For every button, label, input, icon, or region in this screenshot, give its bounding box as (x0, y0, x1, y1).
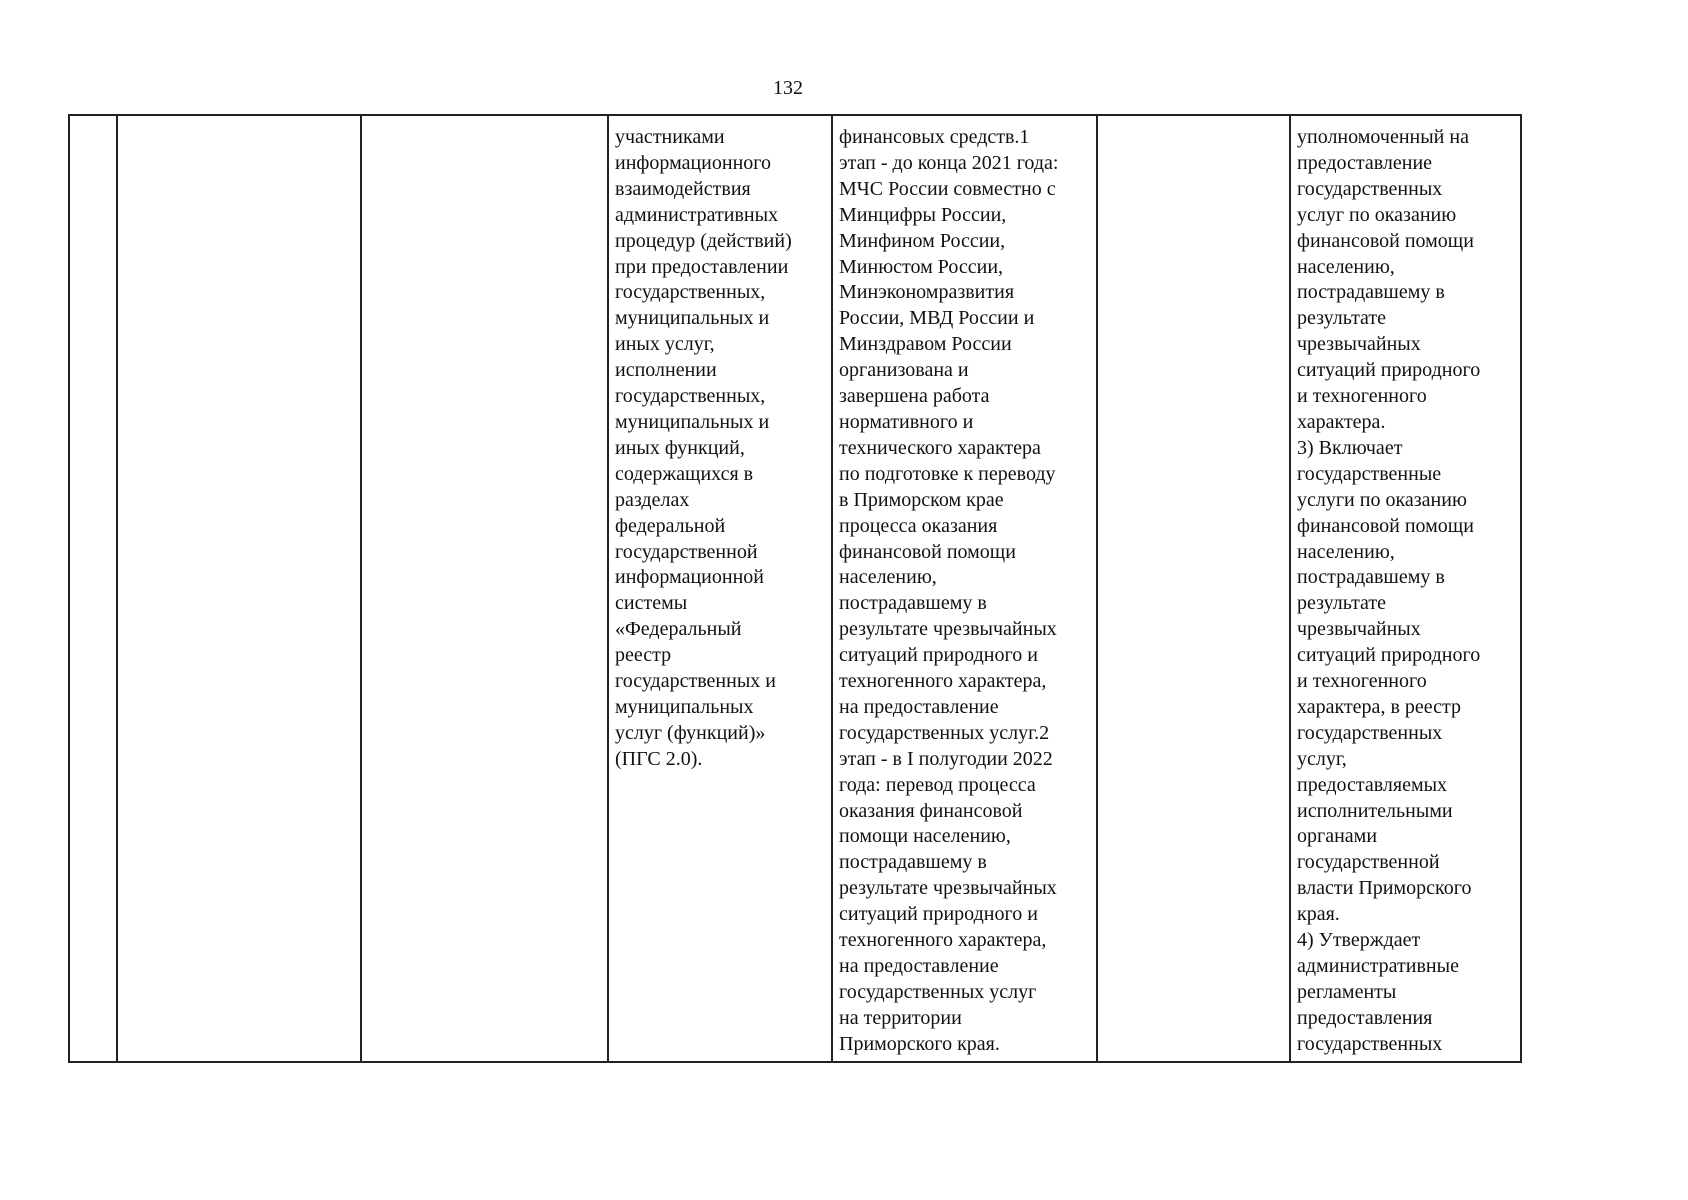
table-row (69, 115, 1521, 1062)
table-cell-col-1 (69, 115, 117, 1062)
table-cell-col-6 (1097, 115, 1290, 1062)
page-number: 132 (773, 77, 803, 99)
table-cell-col-2 (117, 115, 361, 1062)
table-cell-col-3 (361, 115, 608, 1062)
table-cell-col-7: уполномоченный на предоставление государственных услуг по оказанию финансовой помощи населению, пострадавшему в результате чрезвычайных ситуаций природного и техногенного характера. 3) Включает государственные услуги по оказанию финансовой помощи населению, пострадавшему в результате чрезвычайных ситуаций природного и техногенного характера, в реестр государственных услуг, предоставляемых исполнительными органами государственной власти Приморского края. 4) Утверждает административные регламенты предоставления государственных (1290, 115, 1521, 1062)
table-cell-col-5: финансовых средств.1 этап - до конца 2021 года: МЧС России совместно с Минцифры России, Минфином России, Минюстом России, Минэкономразвития России, МВД России и Минздравом России организована и завершена работа нормативного и технического характера по подготовке к переводу в Приморском крае процесса оказания финансовой помощи населению, пострадавшему в результате чрезвычайных ситуаций природного и техногенного характера, на предоставление государственных услуг.2 этап - в I полугодии 2022 года: перевод процесса оказания финансовой помощи населению, пострадавшему в результате чрезвычайных ситуаций природного и техногенного характера, на предоставление государственных услуг на территории Приморского края. (832, 115, 1097, 1062)
table-cell-col-4: участниками информационного взаимодействия административных процедур (действий) при предоставлении государственных, муниципальных и иных услуг, исполнении государственных, муниципальных и иных функций, содержащихся в разделах федеральной государственной информационной системы «Федеральный реестр государственных и муниципальных услуг (функций)» (ПГС 2.0). (608, 115, 832, 1062)
document-table (68, 114, 1522, 1063)
